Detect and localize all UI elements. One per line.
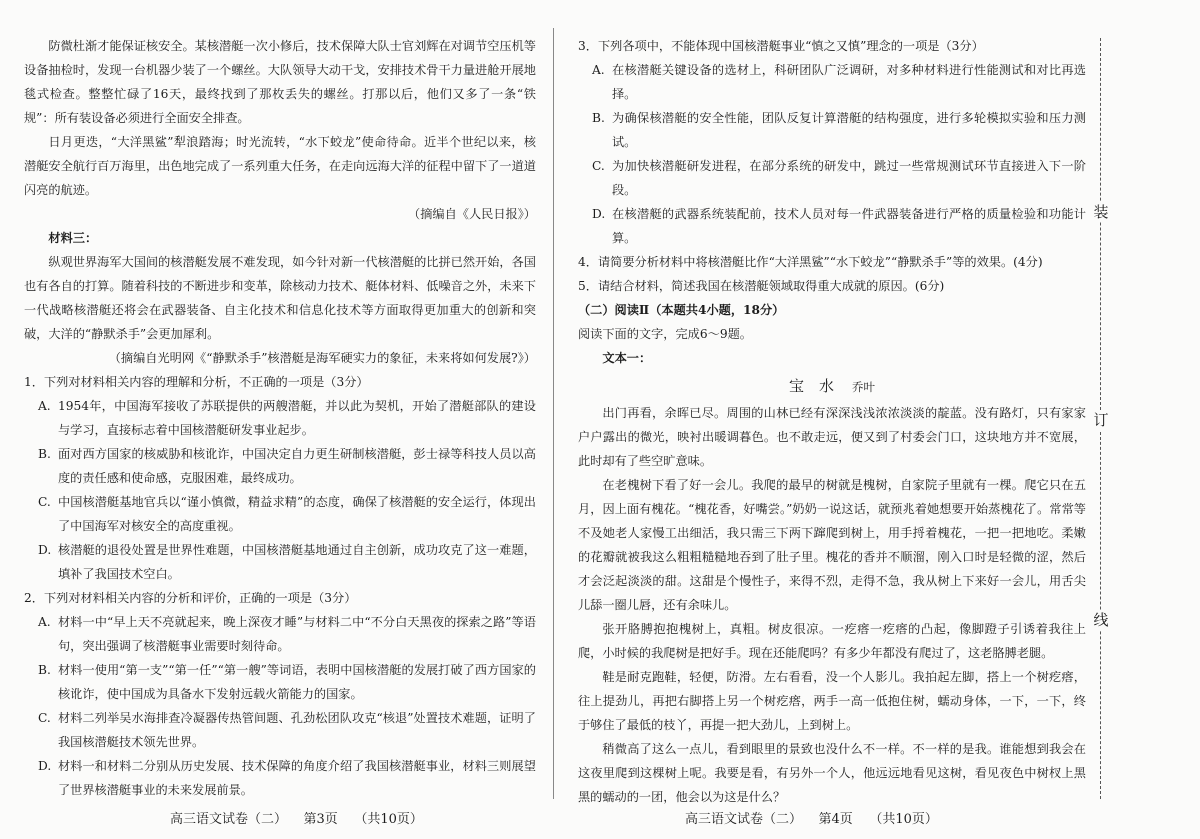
option-text: 在核潜艇关键设备的选材上，科研团队广泛调研，对多种材料进行性能测试和对比再选择。 [612,63,1086,101]
option-label: B. [38,663,51,677]
option-label: A. [592,63,605,77]
question-1-option-d [24,538,536,586]
story-title-row [578,372,1086,401]
reading-instruction: 阅读下面的文字，完成6～9题。 [578,327,752,341]
question-3-stem: 3．下列各项中，不能体现中国核潜艇事业“慎之又慎”理念的一项是（3分） [578,39,984,53]
right-page-footer: 高三语文试卷（二） 第4页 （共10页） [685,812,938,827]
option-text: 面对西方国家的核威胁和核讹诈，中国决定自力更生研制核潜艇，彭士禄等科技人员以高度的责任感和使命感，克服困难，最终成功。 [58,447,536,485]
question-2-option-b [24,658,536,706]
option-label: C. [592,159,605,173]
question-1-stem: 1．下列对材料相关内容的理解和分析，不正确的一项是（3分） [24,375,369,389]
question-3-option-b [578,106,1086,154]
material2-source: （摘编自《人民日报》） [408,207,536,221]
story-paragraph-3: 张开胳膊抱抱槐树上，真粗。树皮很凉。一疙瘩一疙瘩的凸起，像脚蹬子引诱着我往上爬，小时候的我爬树是把好手。现在还能爬吗？有多少年都没有爬过了，这老胳膊老腿。 [578,622,1086,660]
option-label: D. [38,543,52,557]
option-text: 在核潜艇的武器系统装配前，技术人员对每一件武器装备进行严格的质量检验和功能计算。 [612,207,1086,245]
option-text: 核潜艇的退役处置是世界性难题，中国核潜艇基地通过自主创新，成功攻克了这一难题，填补了我国技术空白。 [58,543,536,581]
option-label: D. [38,759,52,773]
section-heading: （二）阅读Ⅱ（本题共4小题，18分） [578,303,785,317]
question-3-option-a [578,58,1086,106]
material2-paragraph-1: 防微杜渐才能保证核安全。某核潜艇一次小修后，技术保障大队士官刘辉在对调节空压机等设备抽检时，发现一台机器少装了一个螺丝。大队领导大动干戈，安排技术骨干力量进舱开展地毯式检查。整整忙碌了16天，最终找到了那枚丢失的螺丝。打那以后，他们又多了一条“铁规”：所有装设备必须进行全面安全排查。 [24,39,536,125]
left-page-footer: 高三语文试卷（二） 第3页 （共10页） [170,812,423,827]
option-label: A. [38,615,51,629]
left-page [0,0,565,839]
question-1-option-a [24,394,536,442]
material3-label: 材料三： [48,231,98,245]
option-label: C. [38,711,51,725]
option-label: D. [592,207,606,221]
question-3-option-c [578,154,1086,202]
story-paragraph-5: 稍微高了这么一点儿，看到眼里的景致也没什么不一样。不一样的是我。谁能想到我会在这夜里爬到这棵树上呢。我要是看，有另外一个人，他远远地看见这树，看见夜色中树杈上黑黑的蠕动的一团，他会以为这是什么？ [578,742,1086,804]
option-text: 材料二列举吴水海排查冷凝器传热管间题、孔劲松团队攻克“核退”处置技术难题，证明了我国核潜艇技术领先世界。 [58,711,536,749]
text1-label: 文本一： [602,351,652,365]
page-divider [553,28,554,799]
question-2-option-a [24,610,536,658]
question-5: 5．请结合材料，简述我国在核潜艇领域取得重大成就的原因。(6分) [578,279,945,293]
option-label: B. [592,111,605,125]
story-paragraph-4: 鞋是耐克跑鞋，轻便，防滑。左右看看，没一个人影儿。我拍起左脚，搭上一个树疙瘩，往上提劲儿，再把右脚搭上另一个树疙瘩，两手一高一低抱住树，蠕动身体，一下，一下，终于够住了最低的枝丫，再提一把大劲儿，上到树上。 [578,670,1086,732]
material2-paragraph-2: 日月更迭，“大洋黑鲨”犁浪踏海；时光流转，“水下蛟龙”使命待命。近半个世纪以来，核潜艇安全航行百万海里，出色地完成了一系列重大任务，在走向远海大洋的征程中留下了一道道闪亮的航迹。 [24,135,536,197]
binding-char-xian: 线 [1093,611,1109,629]
option-label: C. [38,495,51,509]
story-title: 宝 水 [788,377,834,395]
question-1-option-c [24,490,536,538]
option-text: 为确保核潜艇的安全性能，团队反复计算潜艇的结构强度，进行多轮模拟实验和压力测试。 [612,111,1086,149]
question-1-option-b [24,442,536,490]
binding-char-ding: 订 [1093,411,1109,429]
option-text: 材料一中“早上天不亮就起来，晚上深夜才睡”与材料二中“不分白天黑夜的探索之路”等语句，突出强调了核潜艇事业需要时刻待命。 [58,615,536,653]
story-author: 乔叶 [852,380,875,394]
story-paragraph-2: 在老槐树下看了好一会儿。我爬的最早的树就是槐树，自家院子里就有一棵。爬它只在五月，因上面有槐花。“槐花香，好嘴尝。”奶奶一说这话，就预兆着她想要开始蒸槐花了。常常等不及她老人家慢工出细活，我只需三下两下蹿爬到树上，用手捋着槐花，一把一把地吃。柔嫩的花瓣就被我这么粗粗糙糙地吞到了肚子里。槐花的香并不顺溜，刚入口时是轻微的涩，然后才会泛起淡淡的甜。这甜是个慢性子，来得不烈，走得不急，我从树上下来好一会儿，用舌尖儿舔一圈儿唇，还有余味儿。 [578,478,1086,612]
right-page [570,0,1090,839]
option-label: B. [38,447,51,461]
option-text: 为加快核潜艇研发进程，在部分系统的研发中，跳过一些常规测试环节直接进入下一阶段。 [612,159,1086,197]
question-2-option-c [24,706,536,754]
left-column [24,34,536,802]
story-paragraph-1: 出门再看，余晖已尽。周围的山林已经有深深浅浅浓浓淡淡的靛蓝。没有路灯，只有家家户户露出的微光，映衬出暖调暮色。也不敢走远，便又到了村委会门口，这块地方并不宽展，此时却有了些空旷意味。 [578,406,1086,468]
question-3-option-d [578,202,1086,250]
option-label: A. [38,399,51,413]
question-2-option-d [24,754,536,802]
option-text: 材料一和材料二分别从历史发展、技术保障的角度介绍了我国核潜艇事业，材料三则展望了世界核潜艇事业的未来发展前景。 [58,759,536,797]
option-text: 1954年，中国海军接收了苏联提供的两艘潜艇，并以此为契机，开始了潜艇部队的建设与学习，直接标志着中国核潜艇研发事业起步。 [58,399,536,437]
option-text: 材料一使用“第一支”“第一任”“第一艘”等词语，表明中国核潜艇的发展打破了西方国家的核讹诈，使中国成为具备水下发射远载火箭能力的国家。 [58,663,536,701]
question-2-stem: 2．下列对材料相关内容的分析和评价，正确的一项是（3分） [24,591,357,605]
material3-source: （摘编自光明网《“静默杀手”核潜艇是海军硬实力的象征，未来将如何发展?》） [108,351,536,365]
binding-char-zhuang: 装 [1093,203,1109,221]
question-4: 4．请简要分析材料中将核潜艇比作“大洋黑鲨”“水下蛟龙”“静默杀手”等的效果。(4分) [578,255,1043,269]
right-column [578,34,1086,809]
option-text: 中国核潜艇基地官兵以“谨小慎微，精益求精”的态度，确保了核潜艇的安全运行，体现出了中国海军对核安全的高度重视。 [58,495,536,533]
material3-paragraph: 纵观世界海军大国间的核潜艇发展不难发现，如今针对新一代核潜艇的比拼已然开始，各国也有各自的打算。随着科技的不断进步和变革，除核动力技术、艇体材料、低噪音之外，未来下一代战略核潜艇还将会在武器装备、自主化技术和信息化技术等方面取得更加重大的创新和突破，大洋的“静默杀手”会更加犀利。 [24,255,536,341]
